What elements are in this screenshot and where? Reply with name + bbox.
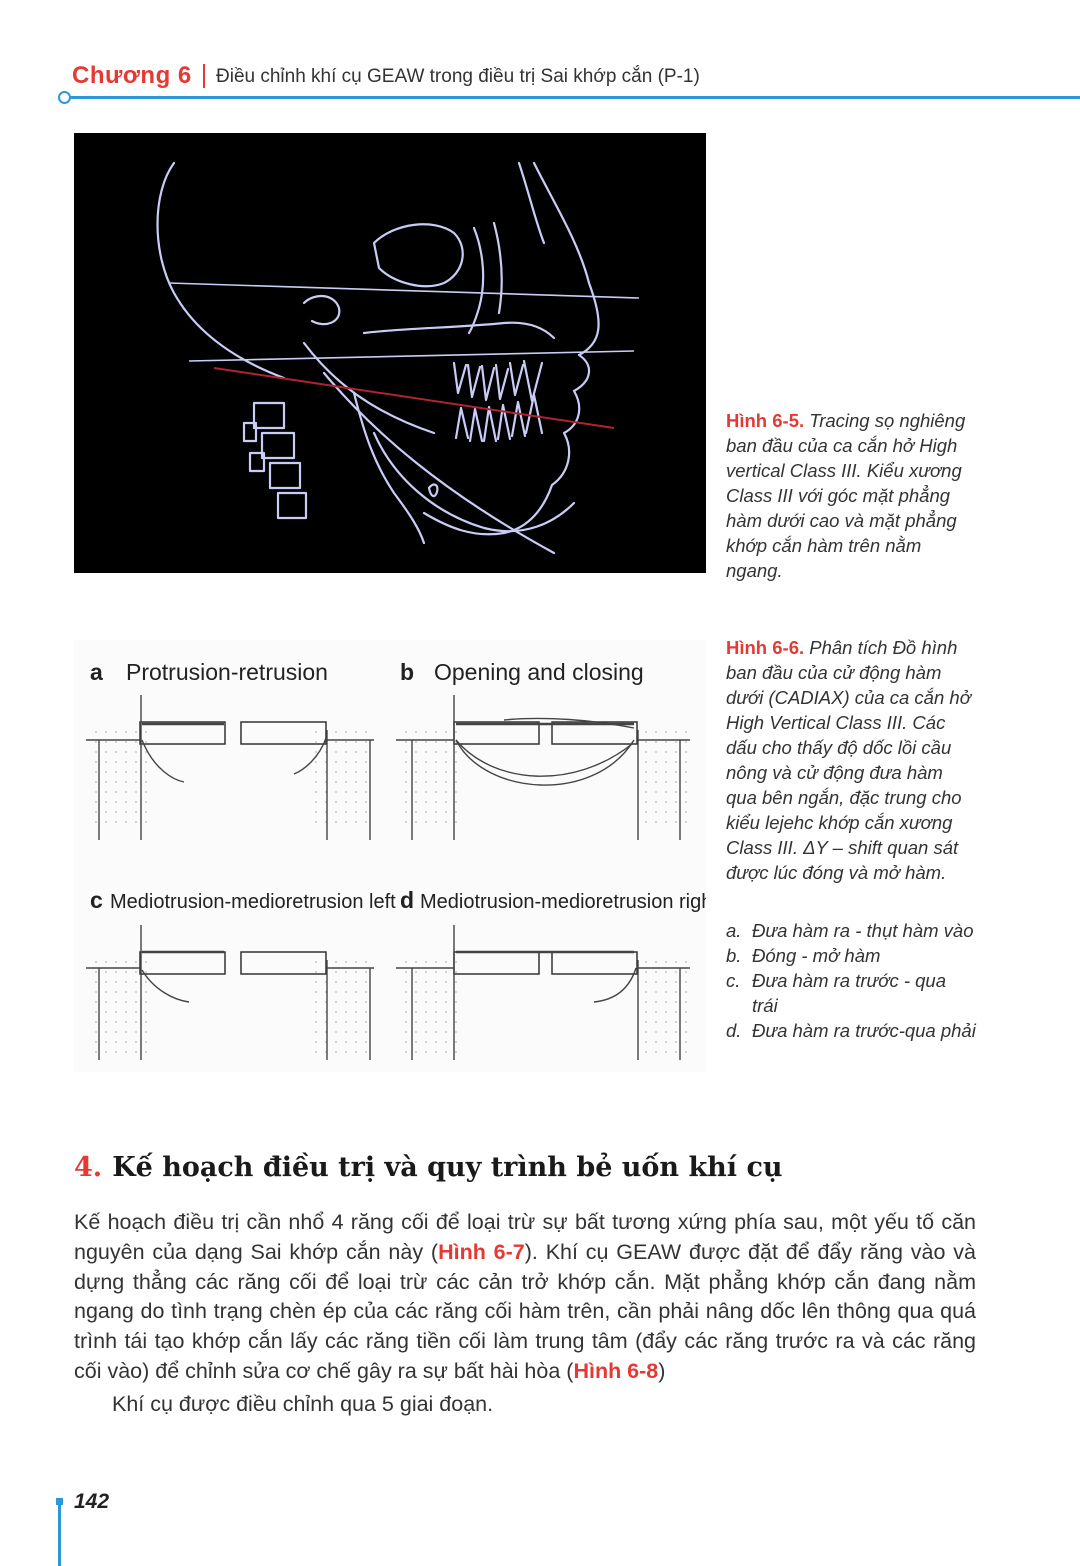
page-header (0, 58, 1080, 108)
header-separator (203, 64, 205, 88)
body-paragraph-2: Khí cụ được điều chỉnh qua 5 giai đoạn. (112, 1392, 494, 1416)
panel-d-title: Mediotrusion-medioretrusion right (420, 891, 706, 913)
figure-reference-link[interactable]: Hình 6-7 (438, 1239, 525, 1264)
section-heading (74, 1152, 783, 1183)
figure-6-6-label: Hình 6-6. (726, 637, 805, 658)
header-rule (66, 96, 1080, 99)
list-marker: b. (726, 945, 742, 966)
footer-marker (56, 1498, 63, 1505)
paragraph-text-part: ) (658, 1358, 666, 1383)
figure-reference-link[interactable]: Hình 6-8 (573, 1358, 659, 1383)
panel-d-letter: d (400, 887, 415, 913)
figure-6-6-caption (726, 635, 976, 885)
list-marker: c. (726, 970, 741, 991)
section-title: Kế hoạch điều trị và quy trình bẻ uốn khí cụ (112, 1152, 783, 1183)
header-dot (58, 91, 71, 104)
list-marker: a. (726, 920, 742, 941)
list-item (726, 1018, 976, 1043)
panel-b (396, 659, 694, 840)
tracing-drawing (74, 133, 706, 573)
list-item (726, 918, 976, 943)
paragraph-text-part: Kế hoạch điều trị cần nhổ 4 răng cối để loại trừ sự bất tương xứng phía sau, một yếu tố căn nguyên của dạng Sai khớp cắn này ( (74, 1210, 976, 1264)
figure-6-5-label: Hình 6-5. (726, 410, 805, 431)
list-marker: d. (726, 1020, 742, 1041)
panel-a-title: Protrusion-retrusion (126, 659, 328, 685)
chapter-label: Chương 6 (72, 62, 192, 89)
panel-b-letter: b (400, 659, 415, 685)
body-paragraph (74, 1208, 976, 1387)
section-number: 4. (74, 1152, 103, 1183)
panel-b-title: Opening and closing (434, 659, 644, 685)
panel-c-letter: c (90, 887, 103, 913)
figure-6-5-text: Tracing sọ nghiêng ban đầu của ca cắn hở High vertical Class III. Kiểu xương Class III với góc mặt phẳng hàm dưới cao và mặt phẳng khớp cắn hàm trên nằm ngang. (726, 410, 966, 581)
panel-c-title: Mediotrusion-medioretrusion left (110, 891, 396, 913)
figure-cephalometric-tracing (74, 133, 706, 573)
figure-6-6-text: Phân tích Đồ hình ban đầu của cử động hàm dưới (CADIAX) của ca cắn hở High Vertical Class III. Các dấu cho thấy độ dốc lồi cầu nông và cử động đưa hàm qua bên ngắn, đặc trung cho kiểu lejehc khớp cắn xương Class III. ΔY – shift quan sát được lúc đóng và mở hàm. (726, 637, 971, 883)
figure-cadiax-recordings (74, 640, 706, 1072)
page-number: 142 (74, 1490, 110, 1513)
list-item (726, 943, 976, 968)
figure-6-5-caption (726, 408, 976, 583)
panel-a (86, 659, 374, 840)
list-text: Đóng - mở hàm (752, 945, 881, 966)
paragraph-text-part: ). Khí cụ GEAW được đặt để đẩy răng vào và dựng thẳng các răng cối để loại trừ các cản trở khớp cắn. Mặt phẳng khớp cắn đang nằm ngang do tình trạng chèn ép của các răng cối hàm trên, cần phải nâng dốc lên thông qua quá trình tái tạo khớp cắn lấy các răng tiền cối làm trung tâm (đẩy các răng trước ra và các răng cối vào) để chỉnh sửa cơ chế gây ra sự bất hài hòa ( (74, 1239, 976, 1383)
list-text: Đưa hàm ra trước-qua phải (752, 1020, 976, 1041)
list-item (726, 968, 976, 1018)
list-text: Đưa hàm ra - thụt hàm vào (752, 920, 974, 941)
panel-c (86, 887, 396, 1060)
cadiax-drawing (74, 640, 706, 1072)
figure-6-6-list (726, 918, 976, 1043)
panel-a-letter: a (90, 659, 103, 685)
chapter-title: Điều chỉnh khí cụ GEAW trong điều trị Sai khớp cắn (P-1) (216, 66, 700, 87)
footer-rule (58, 1498, 61, 1566)
list-text: Đưa hàm ra trước - qua trái (752, 970, 946, 1016)
panel-d (396, 887, 706, 1060)
